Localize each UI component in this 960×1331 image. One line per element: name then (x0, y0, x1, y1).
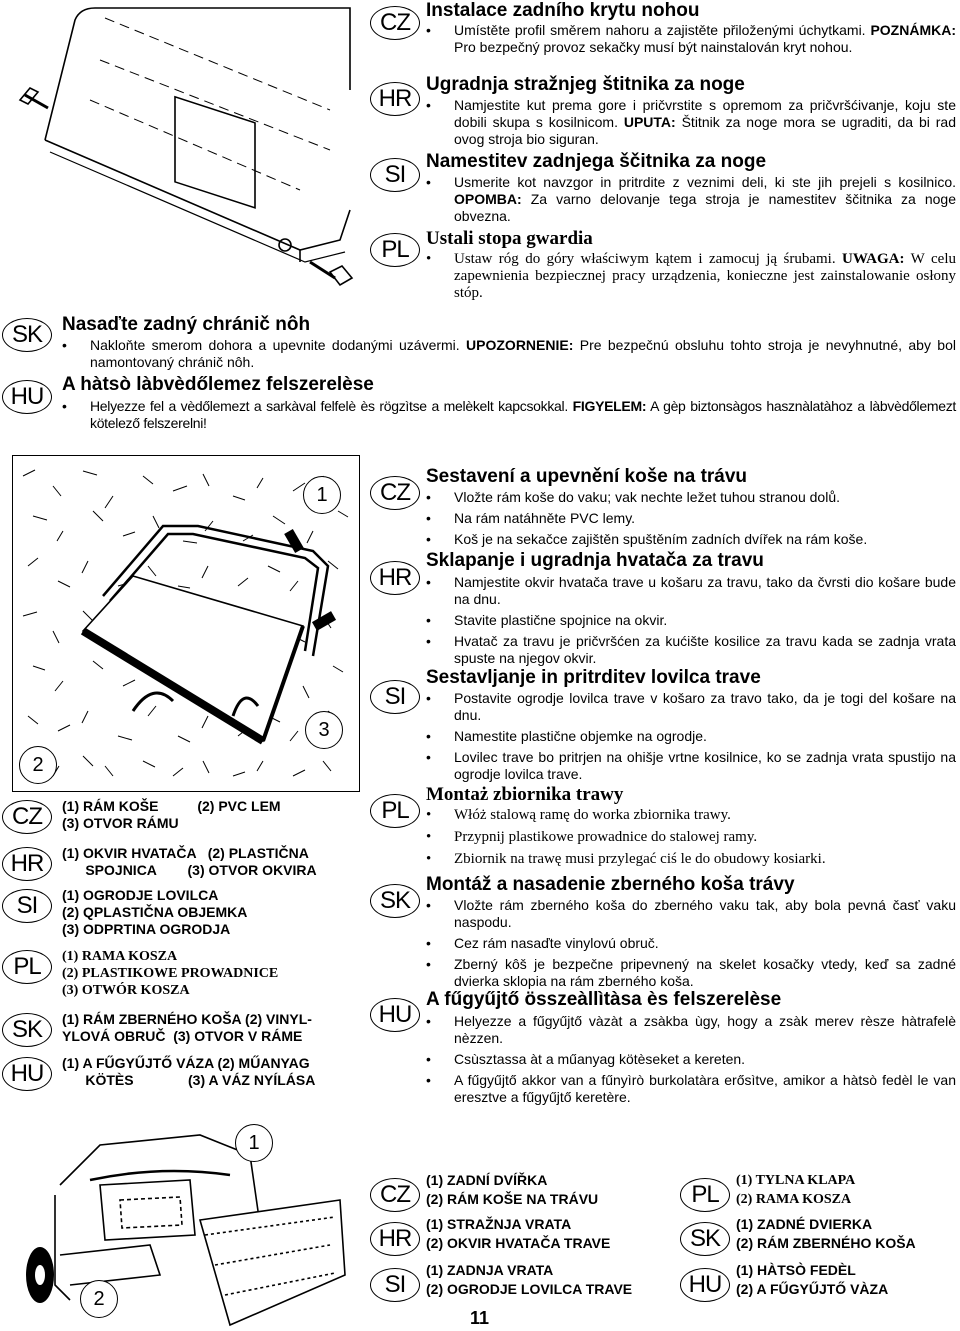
section2-title-hu: A fűgyűjtő összeàllìtàsa ès felszerelèse (426, 989, 782, 1010)
legend3-text-si (426, 1262, 632, 1300)
legend3-line: (1) ZADNJA VRATA (426, 1262, 554, 1278)
legend2-line: (1) RÁM KOŠE (2) PVC LEM (62, 798, 281, 814)
section-title-si: Namestitev zadnjega ščitnika za noge (426, 151, 767, 172)
lang-badge-si: SI (370, 158, 420, 192)
legend2-line: (3) OTWÓR KOSZA (62, 983, 190, 998)
legend3-badge-pl: PL (680, 1178, 730, 1212)
legend3-line: (2) OKVIR HVATAČA TRAVE (426, 1235, 611, 1251)
legend2-line: (1) OGRODJE LOVILCA (62, 887, 219, 903)
legend2-text-hr (62, 845, 317, 879)
legend2-text-pl (62, 948, 278, 999)
page-number: 11 (470, 1308, 490, 1328)
legend3-line: (1) STRAŽNJA VRATA (426, 1216, 572, 1232)
legend3-line: (2) RÁM KOŠE NA TRÁVU (426, 1191, 599, 1207)
legend3-text-hr (426, 1216, 610, 1254)
section2-title-si: Sestavljanje in pritrditev lovilca trave (426, 667, 761, 688)
legend2-badge-si: SI (2, 889, 52, 923)
legend3-text-pl (736, 1172, 855, 1210)
legend3-line: (1) ZADNÉ DVIERKA (736, 1216, 873, 1232)
section-body-pl: • Ustaw róg do góry właściwym kątem i zamocuj ją śrubami. UWAGA: W celu zapewnienia bezpiecznej pracy urządzenia, konieczne jest zainstalowanie osłony stóp. (426, 251, 956, 302)
legend3-line: (2) OGRODJE LOVILCA TRAVE (426, 1281, 633, 1297)
legend2-line: (3) OTVOR RÁMU (62, 815, 179, 831)
section2-body-si: • Postavite ogrodje lovilca trave v košaro za travo tako, da je togi del košare na dnu. • Namestite plastične objemke na ogrodje. • Lovilec trave bo pritrjen na ohišje vrtne kosilnice, ko se zadnja vrata spustijo na ogrodje lovilca trave. (426, 690, 956, 783)
lang-badge-hr-2: HR (370, 561, 420, 595)
rear-guard-illustration (0, 0, 360, 300)
legend2-line: (1) A FŰGYŰJTŐ VÁZA (2) MŰANYAG (62, 1055, 310, 1071)
lang-badge-sk: SK (2, 318, 52, 352)
lang-badge-hu-2: HU (370, 998, 420, 1032)
callout-1-fig3: 1 (235, 1124, 273, 1162)
legend2-line: (3) ODPRTINA OGRODJA (62, 921, 231, 937)
legend2-badge-hu: HU (2, 1057, 52, 1091)
grass-catcher-illustration (12, 455, 360, 792)
legend2-line: (2) PLASTIKOWE PROWADNICE (62, 966, 279, 981)
section2-body-cz: • Vložte rám koše do vaku; vak nechte ležet tuhou stranou dolů. • Na rám natáhněte PVC lemy. • Koš je na sekačce zajištěn spuštěním zadních dvířek na rám koše. (426, 489, 956, 548)
legend2-text-sk (62, 1011, 312, 1045)
legend3-line: (1) HÀTSÒ FEDÈL (736, 1262, 856, 1278)
legend2-line: KÖTÈS (3) A VÁZ NYÍLÁSA (62, 1072, 316, 1088)
callout-2-fig3: 2 (80, 1280, 118, 1318)
section2-body-hr: • Namjestite okvir hvatača trave u košaru za travu, tako da čvrsti dio košare bude na dnu. • Stavite plastične spojnice na okvir. • Hvatač za travu je pričvršćen za kućište kosilice za travu kada se zadnja vrata spuste na njegov okvir. (426, 574, 956, 667)
legend3-badge-hu: HU (680, 1268, 730, 1302)
legend2-text-si (62, 887, 247, 938)
legend3-badge-sk: SK (680, 1222, 730, 1256)
section2-title-hr: Sklapanje i ugradnja hvatača za travu (426, 550, 764, 571)
section2-title-pl: Montaż zbiornika trawy (426, 784, 624, 805)
lang-badge-hu: HU (2, 380, 52, 414)
legend2-badge-cz: CZ (2, 800, 52, 834)
lang-badge-pl: PL (370, 233, 420, 267)
legend2-line: (1) RAMA KOSZA (62, 949, 178, 964)
lang-badge-sk-2: SK (370, 884, 420, 918)
section2-title-sk: Montáž a nasadenie zberného koša trávy (426, 874, 795, 895)
lang-badge-si-2: SI (370, 680, 420, 714)
legend2-line: SPOJNICA (3) OTVOR OKVIRA (62, 862, 317, 878)
section-body-si: • Usmerite kot navzgor in pritrdite z veznimi deli, ki ste jih prejeli s kosilnico. OPOMBA: Za varno delovanje tega stroja je namestitev ščitnika za noge obvezna. (426, 174, 956, 225)
legend2-line: YLOVÁ OBRUČ (3) OTVOR V RÁME (62, 1028, 303, 1044)
section2-body-pl: • Włóż stalową ramę do worka zbiornika trawy. • Przypnij plastikowe prowadnice do stalowej ramy. • Zbiornik na trawę musi przylegać ciś le do obudowy kosiarki. (426, 807, 956, 868)
legend2-line: (1) RÁM ZBERNÉHO KOŠA (2) VINYL- (62, 1011, 312, 1027)
legend2-line: (2) QPLASTIČNA OBJEMKA (62, 904, 248, 920)
legend2-text-hu (62, 1055, 315, 1089)
legend3-line: (2) A FŰGYŰJTŐ VÀZA (736, 1281, 889, 1297)
section-title-pl: Ustali stopa gwardia (426, 228, 593, 249)
legend2-line: (1) OKVIR HVATAČA (2) PLASTIČNA (62, 845, 309, 861)
legend2-badge-sk: SK (2, 1013, 52, 1047)
legend3-badge-cz: CZ (370, 1178, 420, 1212)
legend2-badge-hr: HR (2, 847, 52, 881)
legend3-badge-hr: HR (370, 1222, 420, 1256)
lang-badge-cz: CZ (370, 6, 420, 40)
section-body-hu: • Helyezze fel a vèdőlemezt a sarkàval felfelè ès rögzìtse a melèkelt kapcsokkal. FIGYELEM: A gèp biztonsàgos hasznàlatàhoz a làbvèdőlemezt kötelező felszerelni! (62, 398, 956, 432)
callout-3: 3 (305, 711, 343, 749)
callout-2: 2 (19, 746, 57, 784)
legend3-text-cz (426, 1172, 598, 1210)
lang-badge-cz-2: CZ (370, 476, 420, 510)
legend3-badge-si: SI (370, 1268, 420, 1302)
legend3-text-hu (736, 1262, 888, 1300)
callout-1: 1 (303, 476, 341, 514)
section-title-cz: Instalace zadního krytu nohou (426, 0, 700, 21)
section-title-sk: Nasaďte zadný chránič nôh (62, 314, 311, 335)
legend2-badge-pl: PL (2, 950, 52, 984)
section2-title-cz: Sestavení a upevnění koše na trávu (426, 466, 748, 487)
legend3-line: (2) RÁM ZBERNÉHO KOŠA (736, 1235, 916, 1251)
legend3-line: (1) ZADNÍ DVÍŘKA (426, 1172, 548, 1188)
lang-badge-pl-2: PL (370, 794, 420, 828)
section2-body-hu: • Helyezze a fűgyűjtő vàzàt a zsàkba ùgy, hogy a zsàk merev rèsze hàtrafelè nèzzen. • Csùsztassa àt a műanyag kötèseket a kereten. • A fűgyűjtő akkor van a fűnyìrò burkolatàra erősìtve, amikor a hàtsò fedèl le van eresztve a fűgyűjtő keretère. (426, 1013, 956, 1106)
legend3-line: (2) RAMA KOSZA (736, 1192, 852, 1207)
rear-door-illustration (0, 1125, 360, 1331)
section-body-cz: • Umístěte profil směrem nahoru a zajistěte přiloženými úchytkami. POZNÁMKA: Pro bezpečný provoz sekačky musí být nainstalován kryt nohou. (426, 22, 956, 56)
section2-body-sk: • Vložte rám zberného koša do zberného vaku tak, aby bola pevná časť vaku naspodu. • Cez rám nasaďte vinylovú obruč. • Zberný kôš je bezpečne pripevnený na skelet kosačky vtedy, keď sa zadné dvierka sklopia na rám zberného koša. (426, 897, 956, 990)
legend3-line: (1) TYLNA KLAPA (736, 1173, 856, 1188)
section-body-hr: • Namjestite kut prema gore i pričvrstite s opremom za pričvršćivanje, koju ste dobili skupa s kosilnicom. UPUTA: Štitnik za noge mora se ugraditi, da bi rad ovog stroja bio siguran. (426, 97, 956, 148)
section-title-hr: Ugradnja stražnjeg štitnika za noge (426, 74, 745, 95)
section-body-sk: • Nakloňte smerom dohora a upevnite dodanými uzávermi. UPOZORNENIE: Pre bezpečnú obsluhu tohto stroja je nevyhnutné, aby bol namontovaný chránič nôh. (62, 337, 956, 371)
legend2-text-cz (62, 798, 281, 832)
section-title-hu: A hàtsò làbvèdőlemez felszerelèse (62, 374, 374, 395)
legend3-text-sk (736, 1216, 916, 1254)
lang-badge-hr: HR (370, 82, 420, 116)
